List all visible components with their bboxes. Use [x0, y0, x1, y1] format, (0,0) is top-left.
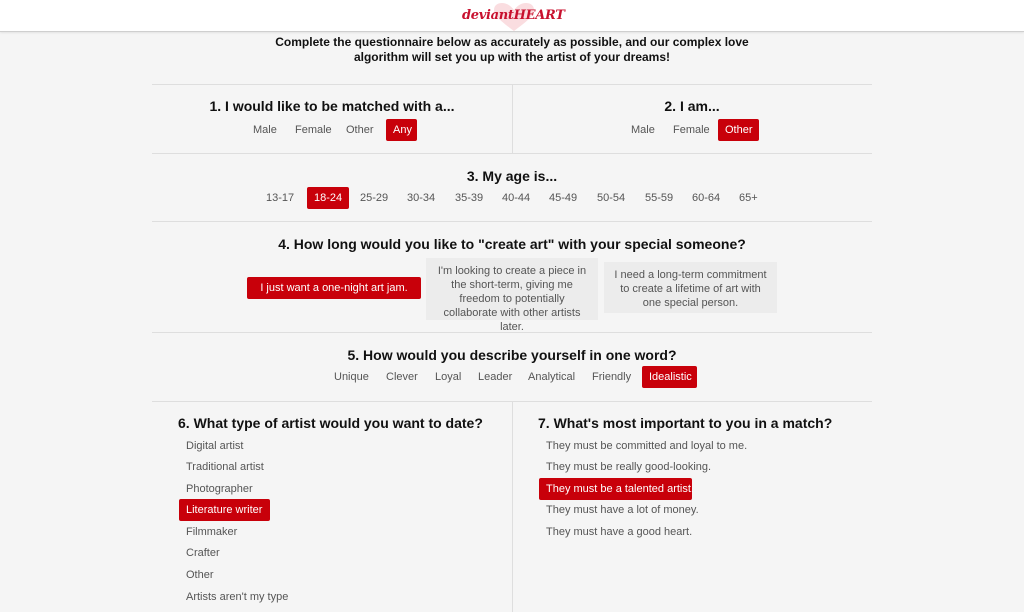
divider — [512, 84, 513, 153]
q5-option-friendly[interactable]: Friendly — [592, 371, 632, 383]
q3-option-65-plus[interactable]: 65+ — [739, 192, 758, 204]
question-1-title: 1. I would like to be matched with a... — [209, 98, 455, 114]
q3-option-18-24[interactable]: 18-24 — [307, 187, 349, 209]
q3-option-25-29[interactable]: 25-29 — [360, 192, 389, 204]
q6-option-not-my-type[interactable]: Artists aren't my type — [186, 591, 289, 603]
q6-option-filmmaker[interactable]: Filmmaker — [186, 526, 238, 538]
q3-option-50-54[interactable]: 50-54 — [597, 192, 626, 204]
q5-option-idealistic[interactable]: Idealistic — [642, 366, 697, 388]
q1-option-male[interactable]: Male — [253, 124, 277, 136]
q3-option-30-34[interactable]: 30-34 — [407, 192, 436, 204]
divider — [512, 401, 513, 612]
divider — [152, 153, 872, 154]
q2-option-other[interactable]: Other — [718, 119, 759, 141]
q7-option-talented-artist[interactable]: They must be a talented artist. — [539, 478, 692, 500]
q7-option-good-heart[interactable]: They must have a good heart. — [546, 526, 693, 538]
q1-option-female[interactable]: Female — [295, 124, 332, 136]
q6-option-digital-artist[interactable]: Digital artist — [186, 440, 244, 452]
q7-option-good-looking[interactable]: They must be really good-looking. — [546, 461, 712, 473]
q1-option-any[interactable]: Any — [386, 119, 417, 141]
q4-option-short-term[interactable]: I'm looking to create a piece in the short-term, giving me freedom to potentially collaborate with other artists later. — [426, 258, 598, 320]
q5-option-unique[interactable]: Unique — [334, 371, 369, 383]
logo-text: deviantHEART — [462, 8, 565, 23]
q1-option-other[interactable]: Other — [346, 124, 374, 136]
q5-option-leader[interactable]: Leader — [478, 371, 513, 383]
question-5-title: 5. How would you describe yourself in one word? — [347, 347, 677, 363]
q7-option-committed[interactable]: They must be committed and loyal to me. — [546, 440, 748, 452]
question-4-title: 4. How long would you like to "create art" with your special someone? — [278, 236, 746, 252]
q3-option-40-44[interactable]: 40-44 — [502, 192, 531, 204]
q6-option-literature-writer[interactable]: Literature writer — [179, 499, 270, 521]
q4-option-one-night[interactable]: I just want a one-night art jam. — [247, 277, 421, 299]
q4-option-long-term[interactable]: I need a long-term commitment to create a lifetime of art with one special person. — [604, 262, 777, 313]
q3-option-35-39[interactable]: 35-39 — [455, 192, 484, 204]
q6-option-photographer[interactable]: Photographer — [186, 483, 253, 495]
q5-option-loyal[interactable]: Loyal — [435, 371, 462, 383]
intro-text: Complete the questionnaire below as accurately as possible, and our complex love algorithm will set you up with the artist of your dreams! — [275, 35, 749, 64]
q3-option-60-64[interactable]: 60-64 — [692, 192, 721, 204]
q5-option-analytical[interactable]: Analytical — [528, 371, 576, 383]
question-3-title: 3. My age is... — [466, 168, 558, 184]
question-2-title: 2. I am... — [664, 98, 720, 114]
q3-option-45-49[interactable]: 45-49 — [549, 192, 578, 204]
q3-option-55-59[interactable]: 55-59 — [645, 192, 674, 204]
divider — [152, 221, 872, 222]
q5-option-clever[interactable]: Clever — [386, 371, 418, 383]
q6-option-other[interactable]: Other — [186, 569, 214, 581]
q2-option-male[interactable]: Male — [631, 124, 655, 136]
q3-option-13-17[interactable]: 13-17 — [266, 192, 295, 204]
q2-option-female[interactable]: Female — [673, 124, 710, 136]
q7-option-money[interactable]: They must have a lot of money. — [546, 504, 699, 516]
top-bar — [0, 0, 1024, 32]
q6-option-traditional-artist[interactable]: Traditional artist — [186, 461, 264, 473]
logo[interactable] — [462, 3, 565, 29]
question-7-title: 7. What's most important to you in a match? — [538, 415, 833, 431]
question-6-title: 6. What type of artist would you want to date? — [178, 415, 483, 431]
q6-option-crafter[interactable]: Crafter — [186, 547, 220, 559]
